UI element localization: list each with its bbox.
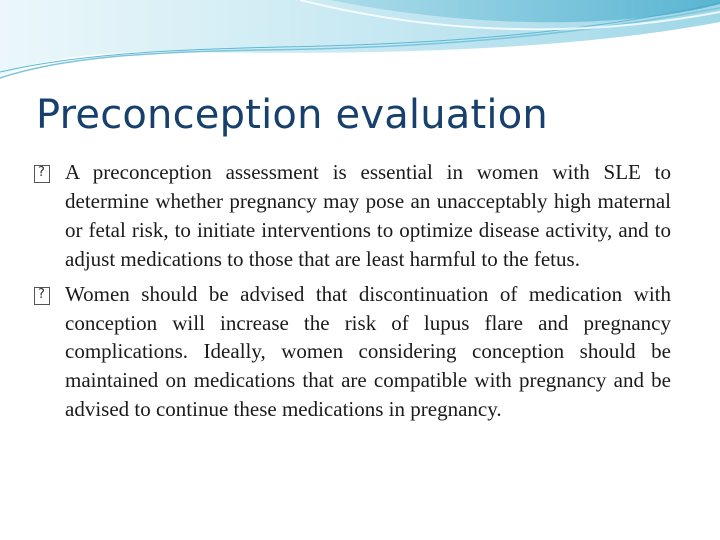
missing-glyph-box-icon [34, 287, 50, 305]
bullet-text: Women should be advised that discontinuation of medication with conception will increase the risk of lupus flare and pregnancy complications. Ideally, women considering conception should be maintained on medications that are compatible with pregnancy and be advised to continue these medications in pregnancy. [65, 281, 671, 422]
bullet-list [34, 158, 671, 430]
bullet-text: A preconception assessment is essential in women with SLE to determine whether pregnancy may pose an unacceptably high maternal or fetal risk, to initiate interventions to optimize disease activity, and to adjust medications to those that are least harmful to the fetus. [65, 160, 671, 271]
slide-title: Preconception evaluation [36, 92, 548, 138]
header-wave-decoration [0, 0, 720, 90]
bullet-item [34, 158, 671, 274]
missing-glyph-box-icon [34, 165, 50, 183]
bullet-item [34, 280, 671, 425]
